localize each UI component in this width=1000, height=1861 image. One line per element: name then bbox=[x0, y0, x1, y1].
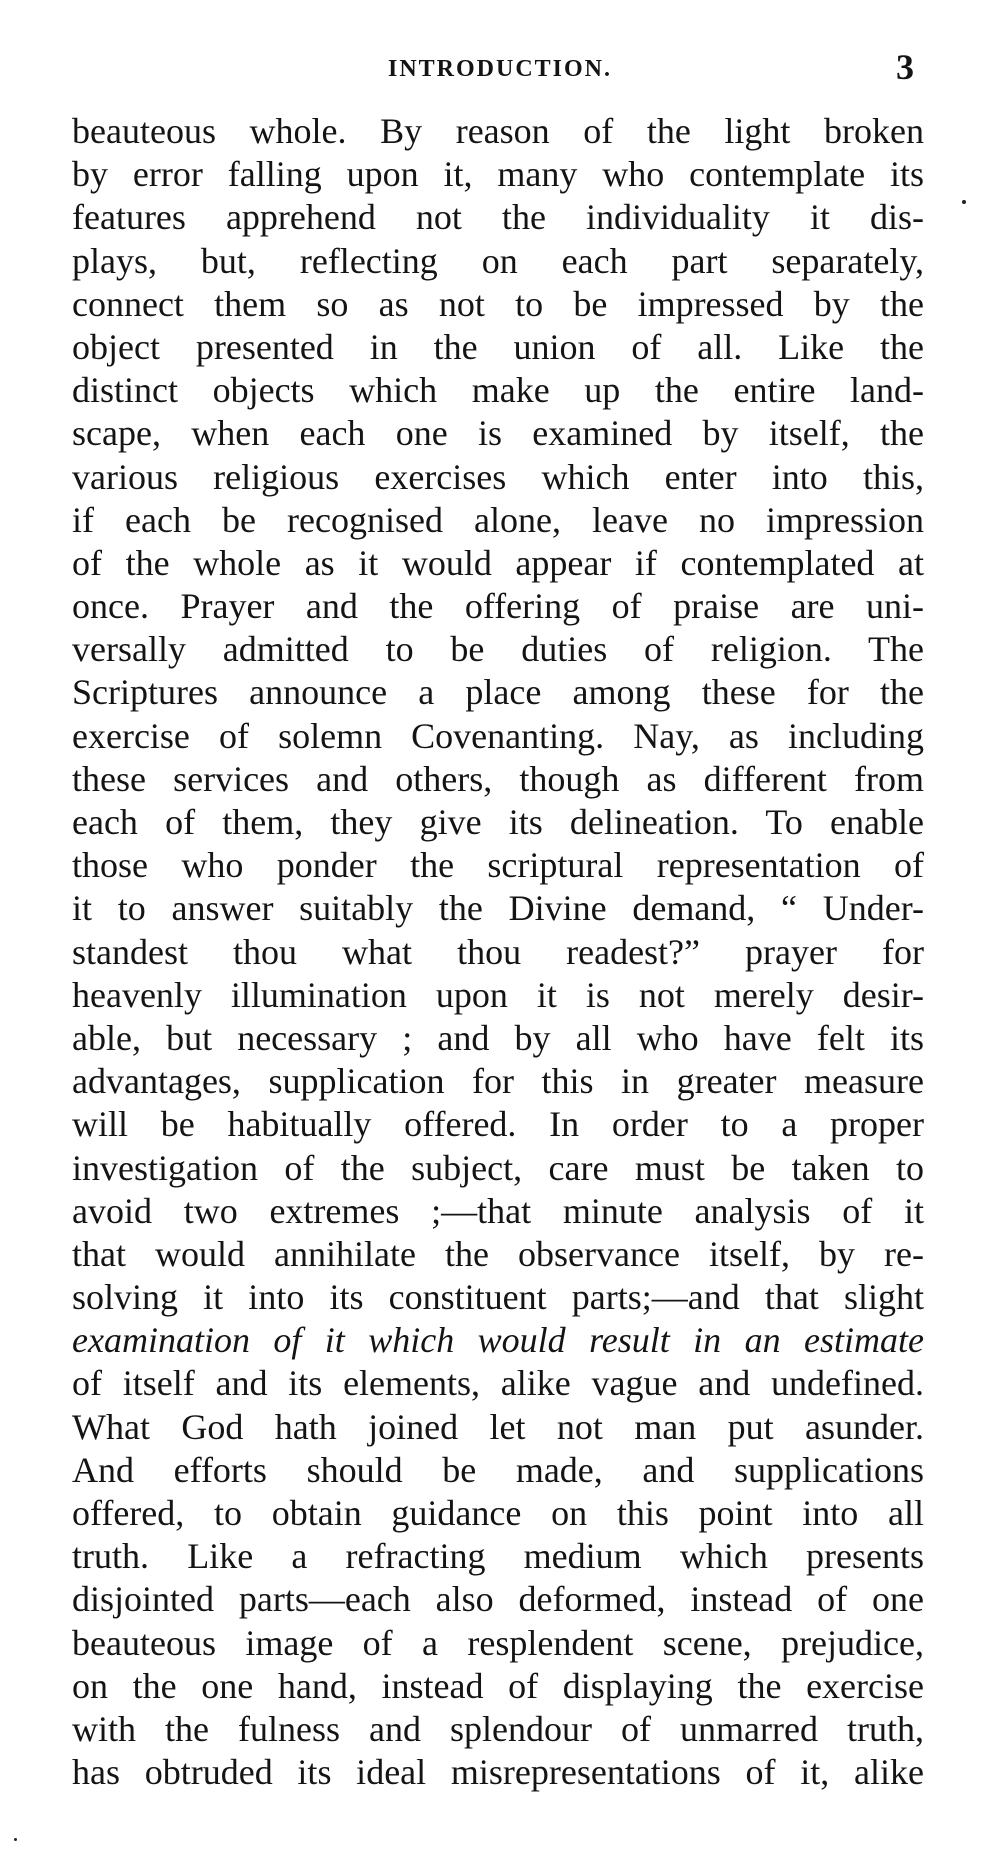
text-line: versally admitted to be duties of religion. The bbox=[72, 629, 924, 670]
text-line: avoid two extremes ;—that minute analysis of it bbox=[72, 1190, 924, 1231]
text-line: advantages, supplication for this in greater measure bbox=[72, 1061, 924, 1102]
text-line: on the one hand, instead of displaying the exercise bbox=[72, 1665, 924, 1706]
text-line: scape, when each one is examined by itself, the bbox=[72, 413, 924, 454]
text-line: if each be recognised alone, leave no impression bbox=[72, 499, 924, 540]
text-line: of the whole as it would appear if contemplated at bbox=[72, 542, 924, 583]
text-line: disjointed parts—each also deformed, instead of one bbox=[72, 1579, 924, 1620]
text-line: able, but necessary ; and by all who have felt its bbox=[72, 1017, 924, 1058]
text-line: by error falling upon it, many who contemplate its bbox=[72, 154, 924, 195]
text-line: examination of it which would result in an estimate bbox=[72, 1320, 924, 1361]
text-line: once. Prayer and the offering of praise are uni- bbox=[72, 586, 924, 627]
text-line: offered, to obtain guidance on this point into all bbox=[72, 1493, 924, 1533]
text-line: Scriptures announce a place among these for the bbox=[72, 672, 924, 713]
print-speck bbox=[14, 1838, 17, 1841]
print-speck bbox=[962, 200, 966, 204]
text-line: will be habitually offered. In order to a proper bbox=[72, 1104, 924, 1145]
page-number: 3 bbox=[896, 47, 914, 87]
text-line: it to answer suitably the Divine demand, “ Under- bbox=[72, 888, 924, 929]
text-line: beauteous image of a resplendent scene, prejudice, bbox=[72, 1622, 924, 1663]
text-line: plays, but, reflecting on each part separately, bbox=[72, 240, 924, 281]
text-line: with the fulness and splendour of unmarred truth, bbox=[72, 1708, 924, 1749]
text-line: heavenly illumination upon it is not merely desir- bbox=[72, 974, 924, 1015]
text-line: And efforts should be made, and supplications bbox=[72, 1449, 924, 1490]
text-line: those who ponder the scriptural representation of bbox=[72, 845, 924, 886]
text-line: standest thou what thou readest?” prayer for bbox=[72, 931, 924, 972]
text-line: solving it into its constituent parts;—and that slight bbox=[72, 1277, 924, 1318]
text-line: truth. Like a refracting medium which presents bbox=[72, 1536, 924, 1577]
text-line: features apprehend not the individuality it dis- bbox=[72, 197, 924, 238]
text-line: investigation of the subject, care must be taken to bbox=[72, 1147, 924, 1188]
body-text bbox=[72, 110, 924, 1794]
text-line: various religious exercises which enter into this, bbox=[72, 456, 924, 497]
running-title: INTRODUCTION. bbox=[387, 56, 613, 82]
text-line: these services and others, though as different from bbox=[72, 758, 924, 799]
text-line: object presented in the union of all. Like the bbox=[72, 326, 924, 367]
text-line: distinct objects which make up the entire land- bbox=[72, 370, 924, 411]
text-line: of itself and its elements, alike vague and undefined. bbox=[72, 1363, 924, 1404]
text-line: connect them so as not to be impressed by the bbox=[72, 283, 924, 324]
running-head bbox=[70, 46, 930, 92]
text-line: each of them, they give its delineation. To enable bbox=[72, 802, 924, 842]
text-line: has obtruded its ideal misrepresentations of it, alike bbox=[72, 1752, 924, 1793]
text-line: exercise of solemn Covenanting. Nay, as including bbox=[72, 715, 924, 756]
text-line: What God hath joined let not man put asunder. bbox=[72, 1406, 924, 1447]
text-line: beauteous whole. By reason of the light broken bbox=[72, 111, 924, 151]
text-line: that would annihilate the observance itself, by re- bbox=[72, 1233, 924, 1274]
